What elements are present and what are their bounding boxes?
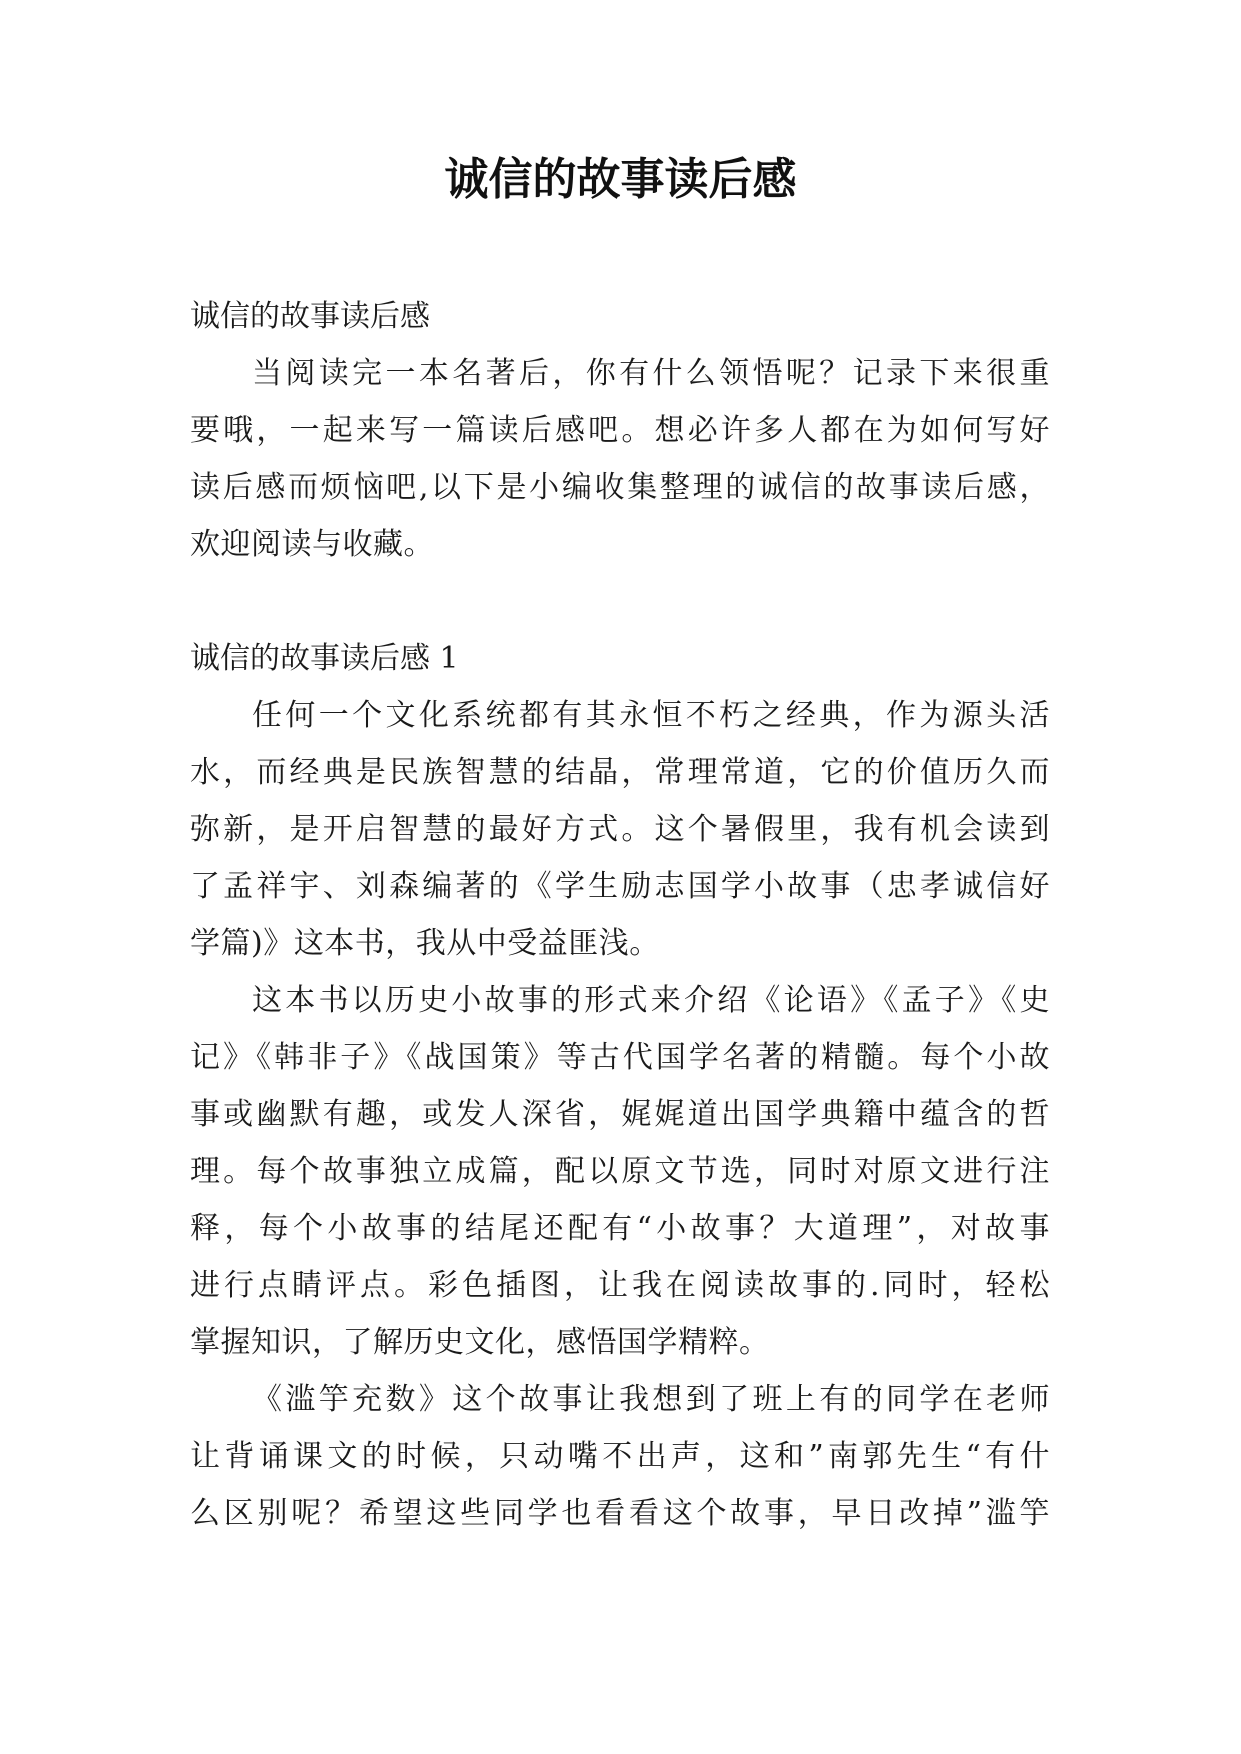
paragraph-line: 释，每个小故事的结尾还配有“小故事？大道理”，对故事 [190, 1211, 1050, 1246]
paragraph-line: 任何一个文化系统都有其永恒不朽之经典，作为源头活 [252, 698, 1050, 733]
paragraph-line: 当阅读完一本名著后，你有什么领悟呢？记录下来很重 [252, 356, 1050, 391]
paragraph-line: 让背诵课文的时候，只动嘴不出声，这和”南郭先生“有什 [190, 1439, 1050, 1474]
paragraph-line: 掌握知识，了解历史文化，感悟国学精粹。 [190, 1325, 770, 1360]
section-heading: 诚信的故事读后感 1 [190, 641, 459, 676]
paragraph-line: 学篇)》这本书，我从中受益匪浅。 [190, 926, 660, 961]
document-body [190, 288, 1050, 1542]
paragraph-line: 理。每个故事独立成篇，配以原文节选，同时对原文进行注 [190, 1154, 1050, 1189]
section-paragraph [190, 687, 1050, 972]
paragraph-line: 记》《韩非子》《战国策》等古代国学名著的精髓。每个小故 [190, 1040, 1050, 1075]
paragraph-line: 么区别呢？希望这些同学也看看这个故事，早日改掉”滥竽 [190, 1496, 1050, 1531]
blank-line [190, 573, 1050, 630]
document-title: 诚信的故事读后感 [444, 154, 797, 205]
section-paragraph [190, 1371, 1050, 1542]
intro-paragraph [190, 345, 1050, 573]
paragraph-line: 水，而经典是民族智慧的结晶，常理常道，它的价值历久而 [190, 755, 1050, 790]
paragraph-line: 《滥竽充数》这个故事让我想到了班上有的同学在老师 [252, 1382, 1050, 1417]
paragraph-line: 这本书以历史小故事的形式来介绍《论语》《孟子》《史 [252, 983, 1050, 1018]
paragraph-line: 读后感而烦恼吧,以下是小编收集整理的诚信的故事读后感， [190, 470, 1050, 505]
paragraph-line: 欢迎阅读与收藏。 [190, 527, 434, 562]
paragraph-line: 弥新，是开启智慧的最好方式。这个暑假里，我有机会读到 [190, 812, 1050, 847]
paragraph-line: 了孟祥宇、刘森编著的《学生励志国学小故事（忠孝诚信好 [190, 869, 1050, 904]
section-paragraph [190, 972, 1050, 1371]
document-subtitle: 诚信的故事读后感 [190, 299, 430, 334]
paragraph-line: 进行点睛评点。彩色插图，让我在阅读故事的.同时，轻松 [190, 1268, 1050, 1303]
paragraph-line: 要哦，一起来写一篇读后感吧。想必许多人都在为如何写好 [190, 413, 1050, 448]
paragraph-line: 事或幽默有趣，或发人深省，娓娓道出国学典籍中蕴含的哲 [190, 1097, 1050, 1132]
